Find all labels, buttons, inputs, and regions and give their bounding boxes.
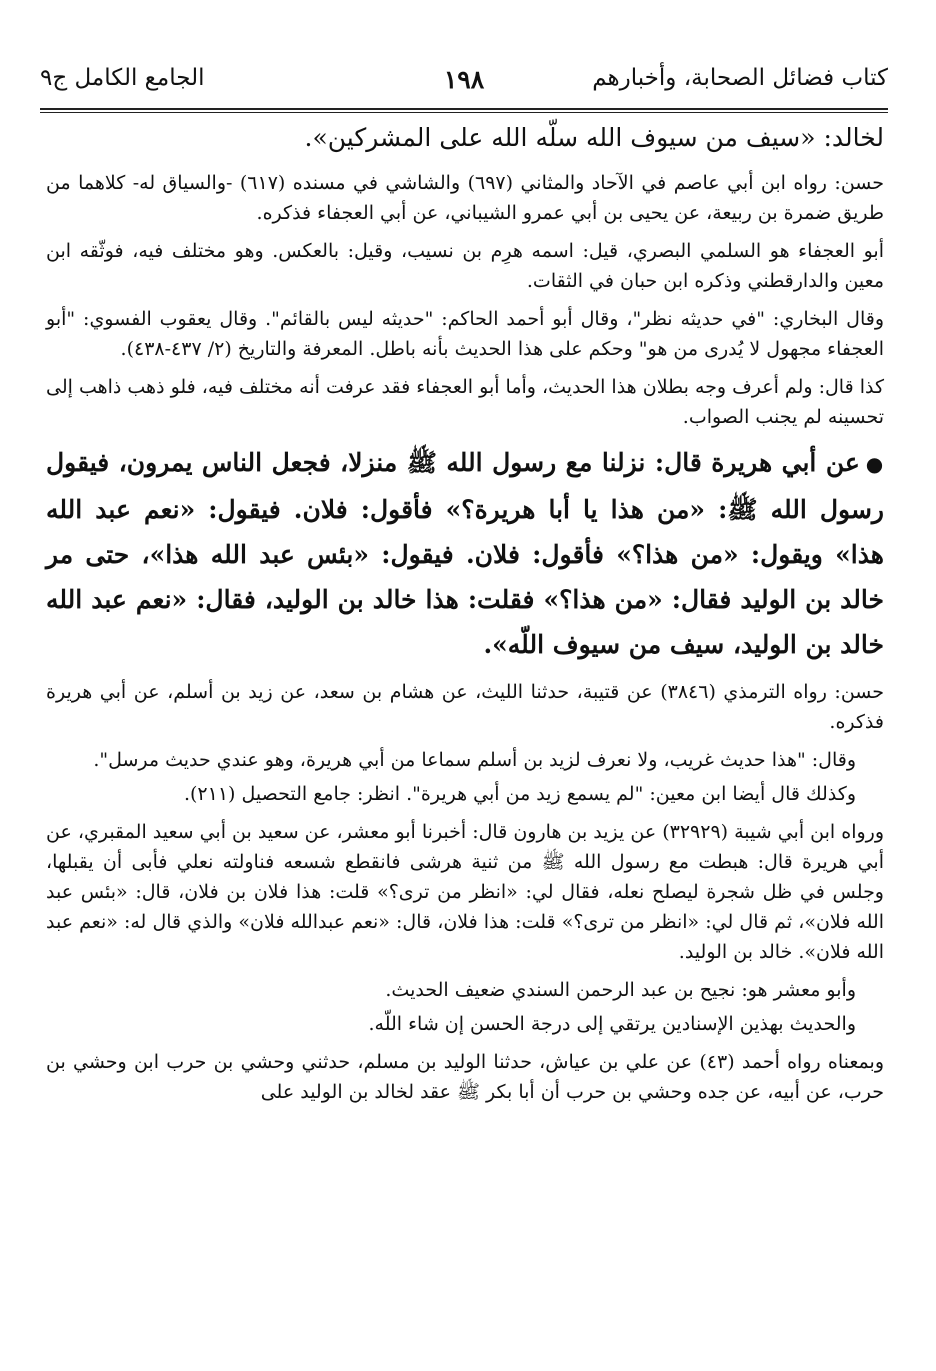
takhrij-note: حسن: رواه ابن أبي عاصم في الآحاد والمثاني (٦٩٧) والشاشي في مسنده (٦١٧) -والسياق له- كلاهما من طريق ضمرة بن ربيعة، عن يحيى بن أبي عمرو الشيباني، عن أبي العجفاء فذكره.	[46, 172, 884, 224]
series-title: الجامع الكامل ج٩	[40, 65, 205, 91]
header-rule-thick	[40, 108, 888, 110]
ibn-main-note: وكذلك قال أيضا ابن معين: "لم يسمع زيد من أبي هريرة". انظر: جامع التحصيل (٢١١).	[183, 783, 856, 805]
hadith-main-text: عن أبي هريرة قال: نزلنا مع رسول الله ﷺ منزلا، فجعل الناس يمرون، فيقول رسول الله ﷺ: «من هذا يا أبا هريرة؟» فأقول: فلان. فيقول: «نعم عبد الله هذا» ويقول: «من هذا؟» فأقول: فلان. فيقول: «بئس عبد الله هذا»، حتى مر خالد بن الوليد فقال: «من هذا؟» فقلت: هذا خالد بن الوليد، فقال: «نعم عبد الله خالد بن الوليد، سيف من سيوف اللّه».	[46, 448, 884, 659]
ahmad-note: وبمعناه رواه أحمد (٤٣) عن علي بن عياش، حدثنا الوليد بن مسلم، حدثني وحشي بن حرب ابن وحشي بن حرب، عن أبيه، عن جده وحشي بن حرب أن أبا بكر ﷺ عقد لخالد بن الوليد على	[46, 1051, 885, 1103]
hadith-main	[46, 440, 884, 667]
grading-note: والحديث بهذين الإسنادين يرتقي إلى درجة الحسن إن شاء اللّه.	[368, 1013, 856, 1035]
book-title: كتاب فضائل الصحابة، وأخبارهم	[592, 65, 888, 91]
abu-mashar-note: وأبو معشر هو: نجيح بن عبد الرحمن السندي ضعيف الحديث.	[385, 979, 856, 1001]
takhrij-tirmidhi: حسن: رواه الترمذي (٣٨٤٦) عن قتيبة، حدثنا الليث، عن هشام بن سعد، عن زيد بن أسلم، عن أبي هريرة فذكره.	[46, 681, 884, 733]
running-header	[40, 55, 888, 107]
hadith-continuation: لخالد: «سيف من سيوف الله سلّه الله على المشركين».	[304, 123, 884, 152]
header-rule-thin	[40, 112, 888, 113]
criticism-note: وقال البخاري: "في حديثه نظر"، وقال أبو أحمد الحاكم: "حديثه ليس بالقائم". وقال يعقوب الفسوي: "أبو العجفاء مجهول لا يُدرى من هو" وحكم على هذا الحديث بأنه باطل. المعرفة والتاريخ (٢/ ٤٣٧-٤٣٨).	[46, 308, 884, 360]
page-number: ١٩٨	[443, 65, 485, 94]
narrator-note: أبو العجفاء هو السلمي البصري، قيل: اسمه هرِم بن نسيب، وقيل: بالعكس. وهو مختلف فيه، فوثّقه ابن معين والدارقطني وذكره ابن حبان في الثقات.	[46, 240, 884, 292]
tirmidhi-quote: وقال: "هذا حديث غريب، ولا نعرف لزيد بن أسلم سماعا من أبي هريرة، وهو عندي حديث مرسل".	[93, 749, 856, 771]
ibn-abi-shayba-note: ورواه ابن أبي شيبة (٣٢٩٢٩) عن يزيد بن هارون قال: أخبرنا أبو معشر، عن سعيد بن أبي سعيد المقبري، عن أبي هريرة قال: هبطت مع رسول الله ﷺ من ثنية هرشى فانقطع شسعه فناولته نعلي فأبى أن يقبلها، وجلس في ظل شجرة ليصلح نعله، فقال لي: «انظر من ترى؟» قلت: هذا فلان بن فلان، قال: «بئس عبد الله فلان»، ثم قال لي: «انظر من ترى؟» قلت: هذا فلان، قال: «نعم عبدالله فلان» والذي قال له: «نعم عبد الله فلان». خالد بن الوليد.	[46, 821, 884, 963]
bullet-icon: ●	[865, 452, 885, 476]
author-comment: كذا قال: ولم أعرف وجه بطلان هذا الحديث، وأما أبو العجفاء فقد عرفت أنه مختلف فيه، فلو ذهب ذاهب إلى تحسينه لم يجنب الصواب.	[46, 376, 884, 428]
page-body	[46, 118, 884, 1115]
